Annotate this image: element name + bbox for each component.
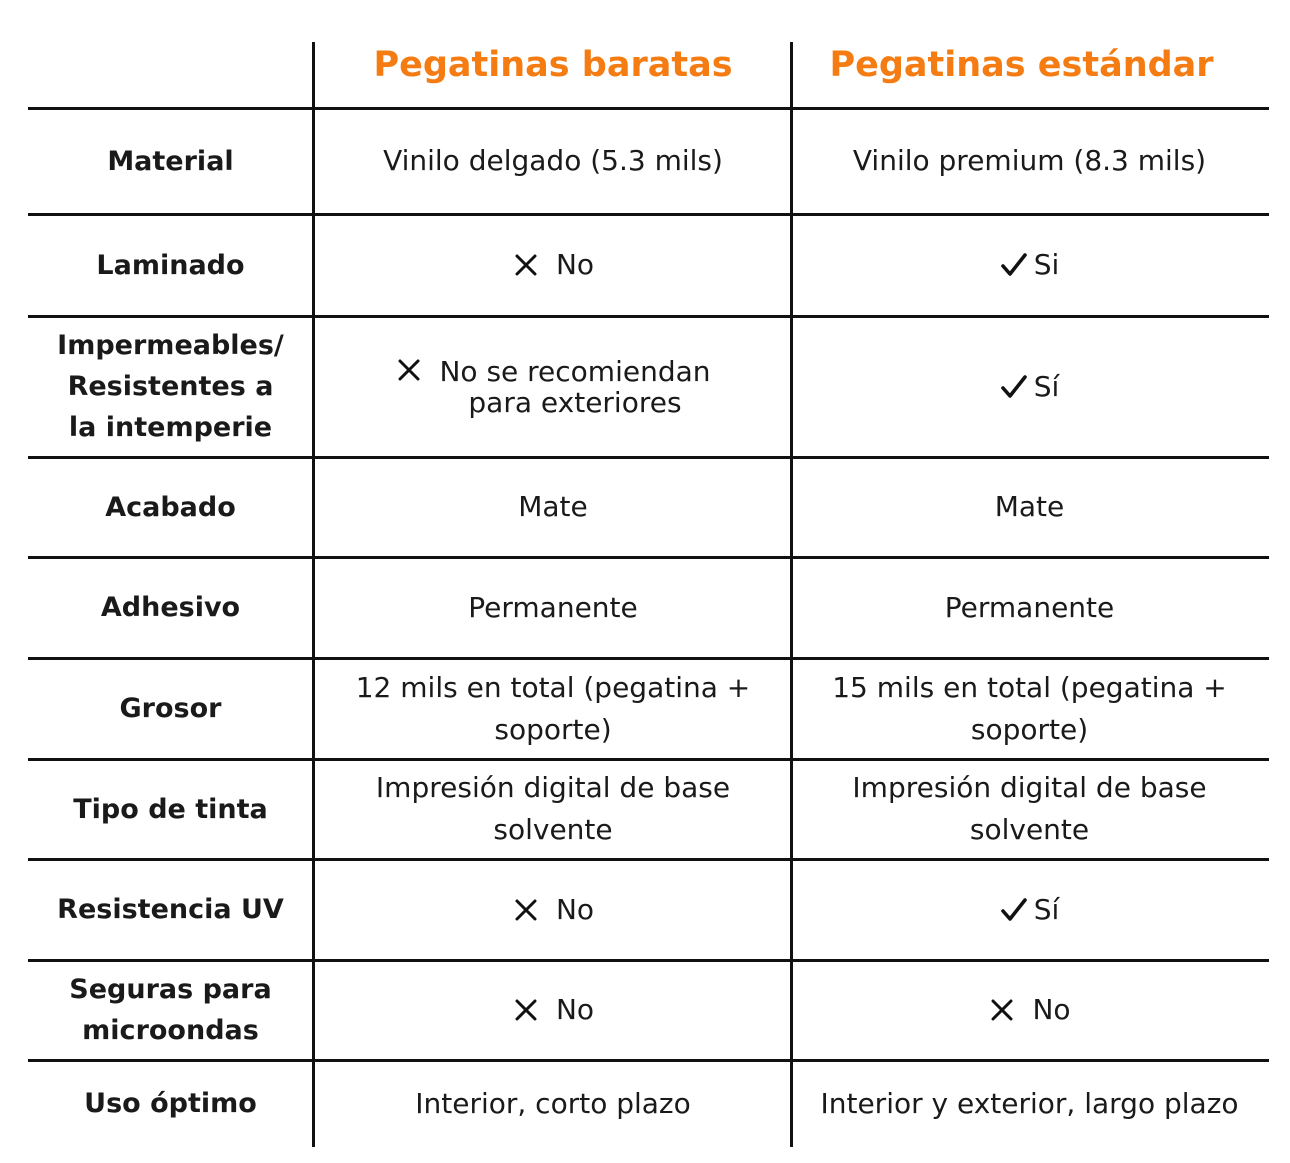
cross-icon — [512, 896, 540, 924]
column-header-cheap: Pegatinas baratas — [373, 45, 733, 85]
check-icon — [1000, 251, 1028, 279]
cell-text-line: 15 mils en total (pegatina + — [832, 670, 1227, 704]
cell-text: Vinilo delgado (5.3 mils) — [383, 144, 723, 177]
cell-cheap — [316, 459, 790, 555]
row-label: Uso óptimo — [84, 1088, 257, 1119]
cell-text: Si — [1033, 248, 1060, 281]
cell-standard — [793, 1062, 1266, 1145]
cell-text: Permanente — [468, 590, 638, 624]
row-label-line: Seguras para — [69, 974, 272, 1005]
cell-cheap — [316, 861, 790, 958]
cell-text: Interior y exterior, largo plazo — [820, 1086, 1239, 1120]
cell-cheap — [316, 761, 790, 857]
row-label: Grosor — [119, 693, 222, 724]
row-label-line: microondas — [82, 1015, 259, 1046]
cell-text: Sí — [1033, 892, 1060, 926]
cell-standard — [793, 318, 1266, 455]
cell-text: No — [1032, 993, 1071, 1026]
row-label: Tipo de tinta — [73, 793, 268, 825]
cross-icon — [512, 996, 540, 1024]
cell-cheap — [316, 216, 790, 314]
cell-text-line: solvente — [969, 813, 1090, 846]
cell-standard — [793, 216, 1266, 314]
cell-cheap — [316, 559, 790, 656]
check-icon — [1000, 373, 1028, 401]
cell-text: No — [555, 892, 595, 926]
cell-text: Sí — [1033, 369, 1060, 403]
row-label: Resistencia UV — [57, 894, 284, 925]
cross-icon — [988, 996, 1016, 1024]
cell-text-line: 12 mils en total (pegatina + — [355, 670, 751, 704]
cell-standard — [793, 110, 1266, 212]
row-label: Material — [107, 145, 234, 177]
cell-text-line: Impresión digital de base — [375, 771, 731, 804]
cell-cheap — [316, 660, 790, 757]
row-label-line: Resistentes a — [67, 371, 274, 402]
cell-text: Vinilo premium (8.3 mils) — [852, 144, 1207, 177]
cell-text-line: Impresión digital de base — [852, 771, 1207, 804]
column-header-standard: Pegatinas estándar — [829, 45, 1214, 85]
cell-text: No — [555, 993, 595, 1026]
check-icon — [1000, 896, 1028, 924]
cell-standard — [793, 559, 1266, 656]
cell-text: Interior, corto plazo — [415, 1086, 691, 1120]
cross-icon — [512, 251, 540, 279]
cell-standard — [793, 962, 1266, 1058]
cell-text-line: solvente — [493, 813, 613, 846]
cell-cheap — [316, 318, 790, 455]
cross-icon — [395, 356, 423, 384]
cell-text — [439, 356, 710, 418]
cell-text: Mate — [518, 490, 588, 523]
row-label: Laminado — [96, 249, 245, 281]
cell-text: No — [555, 248, 595, 281]
cell-text-line: para exteriores — [468, 385, 682, 419]
row-label-line: Impermeables/ — [57, 330, 284, 361]
cell-text — [356, 667, 751, 751]
row-label — [28, 318, 313, 455]
row-label — [28, 962, 313, 1058]
cell-cheap — [316, 1062, 790, 1145]
cell-text: Mate — [994, 490, 1065, 523]
row-label-line: la intemperie — [68, 412, 273, 443]
cell-standard — [793, 761, 1266, 857]
row-label: Adhesivo — [100, 592, 241, 623]
cell-text — [376, 767, 730, 851]
cell-text: Permanente — [944, 590, 1115, 624]
cell-text-line: No se recomiendan — [439, 354, 711, 388]
row-label: Acabado — [105, 491, 236, 523]
cell-standard — [793, 861, 1266, 958]
cell-standard — [793, 660, 1266, 757]
cell-standard — [793, 459, 1266, 555]
cell-cheap — [316, 962, 790, 1058]
cell-text-line: soporte) — [970, 712, 1089, 746]
cell-text-line: soporte) — [494, 712, 612, 746]
cell-text — [852, 767, 1206, 851]
cell-text — [832, 667, 1227, 751]
cell-cheap — [316, 110, 790, 212]
